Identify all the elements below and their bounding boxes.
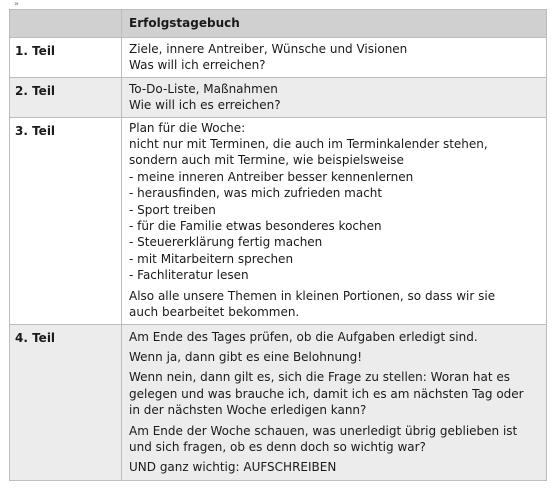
corner-mark: » bbox=[14, 0, 19, 8]
list-item: - Fachliteratur lesen bbox=[129, 268, 249, 283]
paragraph-write-down bbox=[129, 459, 540, 475]
row-label-teil-1: 1. Teil bbox=[10, 38, 122, 78]
table-row-teil-3 bbox=[10, 117, 547, 324]
paragraph-check bbox=[129, 329, 540, 345]
text-line: sondern auch mit Termine, wie beispielsweise bbox=[129, 153, 404, 168]
erfolgstagebuch-table bbox=[9, 9, 547, 481]
table-row-teil-4 bbox=[10, 324, 547, 480]
paragraph-weekly-review bbox=[129, 423, 540, 456]
list-item: - meine inneren Antreiber besser kennenlernen bbox=[129, 169, 414, 184]
text-line: Was will ich erreichen? bbox=[129, 58, 266, 73]
paragraph-reflection bbox=[129, 369, 540, 418]
text-line: Wenn ja, dann gibt es eine Belohnung! bbox=[129, 349, 363, 364]
text-line: gelegen und was brauche ich, damit ich es am nächsten Tag oder bbox=[129, 386, 524, 401]
text-line: Also alle unsere Themen in kleinen Portionen, so dass wir sie bbox=[129, 288, 496, 303]
text-line: Wenn nein, dann gilt es, sich die Frage zu stellen: Woran hat es bbox=[129, 370, 510, 385]
text-line: Am Ende der Woche schauen, was unerledigt übrig geblieben ist bbox=[129, 423, 518, 438]
header-empty-cell bbox=[10, 10, 122, 38]
text-line: auch bearbeitet bekommen. bbox=[129, 305, 300, 320]
list-item: - für die Familie etwas besonderes kochen bbox=[129, 219, 382, 234]
text-line: UND ganz wichtig: AUFSCHREIBEN bbox=[129, 460, 337, 475]
table-row-teil-2 bbox=[10, 77, 547, 117]
table-title: Erfolgstagebuch bbox=[122, 10, 547, 38]
table-header-row bbox=[10, 10, 547, 38]
row-label-teil-3: 3. Teil bbox=[10, 117, 122, 324]
list-item: - mit Mitarbeitern sprechen bbox=[129, 251, 294, 266]
row-body-teil-1 bbox=[122, 38, 547, 78]
row-body-teil-2 bbox=[122, 77, 547, 117]
text-line: nicht nur mit Terminen, die auch im Terminkalender stehen, bbox=[129, 137, 488, 152]
text-line: Wie will ich es erreichen? bbox=[129, 98, 281, 113]
text-line: Ziele, innere Antreiber, Wünsche und Visionen bbox=[129, 42, 408, 56]
row-body-teil-3 bbox=[122, 117, 547, 324]
list-item: - herausfinden, was mich zufrieden macht bbox=[129, 186, 383, 201]
row-label-teil-4: 4. Teil bbox=[10, 324, 122, 480]
row-label-teil-2: 2. Teil bbox=[10, 77, 122, 117]
text-line: Am Ende des Tages prüfen, ob die Aufgaben erledigt sind. bbox=[129, 329, 478, 344]
text-line: in der nächsten Woche erledigen kann? bbox=[129, 403, 367, 418]
paragraph-reward bbox=[129, 349, 540, 365]
weekly-plan-list bbox=[129, 120, 540, 284]
closing-paragraph bbox=[129, 288, 540, 321]
text-line: To-Do-Liste, Maßnahmen bbox=[129, 81, 278, 96]
row-body-teil-4 bbox=[122, 324, 547, 480]
list-item: - Steuererklärung fertig machen bbox=[129, 235, 323, 250]
table-row-teil-1 bbox=[10, 38, 547, 78]
text-line: Plan für die Woche: bbox=[129, 120, 246, 135]
list-item: - Sport treiben bbox=[129, 202, 216, 217]
text-line: und sich fragen, ob es denn doch so wichtig war? bbox=[129, 439, 426, 454]
